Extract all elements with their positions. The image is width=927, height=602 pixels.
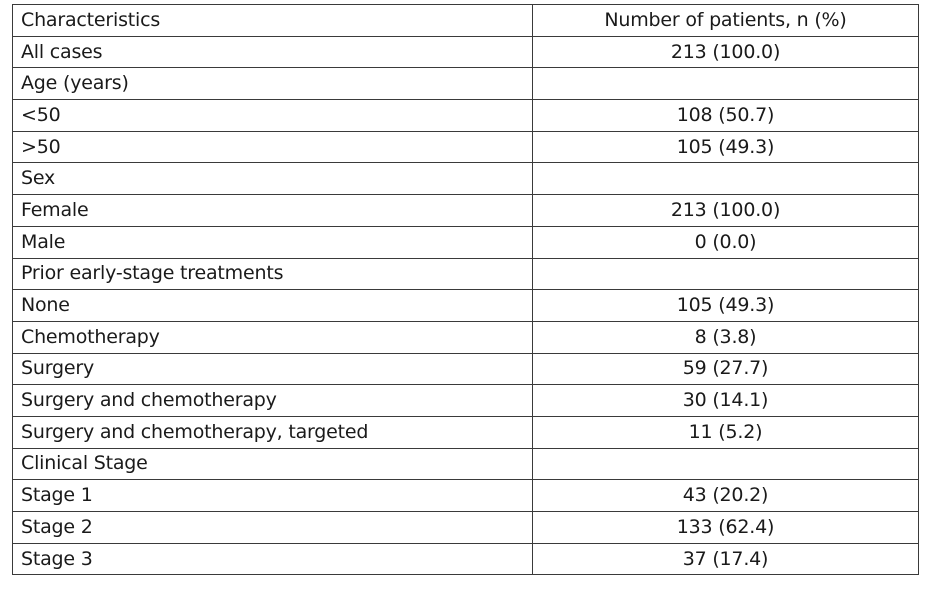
characteristic-cell: Stage 1 <box>13 480 533 512</box>
characteristic-cell: Male <box>13 226 533 258</box>
table-row <box>13 100 919 132</box>
patient-count-cell: 0 (0.0) <box>533 226 919 258</box>
characteristic-cell: <50 <box>13 100 533 132</box>
table-header <box>13 5 919 37</box>
characteristic-cell: All cases <box>13 36 533 68</box>
patient-count-cell: 59 (27.7) <box>533 353 919 385</box>
table-row <box>13 480 919 512</box>
table-row <box>13 36 919 68</box>
table-row <box>13 290 919 322</box>
patient-characteristics-table <box>12 4 919 575</box>
patient-count-cell <box>533 258 919 290</box>
characteristic-cell: Age (years) <box>13 68 533 100</box>
patient-count-cell: 30 (14.1) <box>533 385 919 417</box>
table-row <box>13 68 919 100</box>
table-row <box>13 258 919 290</box>
table-body <box>13 36 919 575</box>
table-row <box>13 353 919 385</box>
table-row <box>13 512 919 544</box>
table-row <box>13 448 919 480</box>
patient-count-cell: 37 (17.4) <box>533 543 919 575</box>
characteristic-cell: Surgery and chemotherapy <box>13 385 533 417</box>
header-number-of-patients: Number of patients, n (%) <box>533 5 919 37</box>
characteristic-cell: Surgery <box>13 353 533 385</box>
table-row <box>13 131 919 163</box>
table-row <box>13 543 919 575</box>
characteristic-cell: Clinical Stage <box>13 448 533 480</box>
header-characteristics: Characteristics <box>13 5 533 37</box>
characteristic-cell: Female <box>13 195 533 227</box>
patient-count-cell: 43 (20.2) <box>533 480 919 512</box>
characteristic-cell: Chemotherapy <box>13 321 533 353</box>
patient-count-cell <box>533 448 919 480</box>
patient-count-cell <box>533 68 919 100</box>
characteristic-cell: Stage 3 <box>13 543 533 575</box>
header-row <box>13 5 919 37</box>
table-row <box>13 385 919 417</box>
table-row <box>13 321 919 353</box>
characteristic-cell: Stage 2 <box>13 512 533 544</box>
table-row <box>13 163 919 195</box>
patient-count-cell: 11 (5.2) <box>533 416 919 448</box>
patient-count-cell: 213 (100.0) <box>533 195 919 227</box>
characteristic-cell: Sex <box>13 163 533 195</box>
characteristic-cell: None <box>13 290 533 322</box>
characteristic-cell: Surgery and chemotherapy, targeted <box>13 416 533 448</box>
patient-count-cell: 105 (49.3) <box>533 290 919 322</box>
table-row <box>13 226 919 258</box>
patient-count-cell: 105 (49.3) <box>533 131 919 163</box>
table-row <box>13 195 919 227</box>
patient-count-cell: 108 (50.7) <box>533 100 919 132</box>
characteristic-cell: >50 <box>13 131 533 163</box>
characteristic-cell: Prior early-stage treatments <box>13 258 533 290</box>
patient-count-cell: 213 (100.0) <box>533 36 919 68</box>
patient-count-cell: 133 (62.4) <box>533 512 919 544</box>
patient-count-cell: 8 (3.8) <box>533 321 919 353</box>
patient-count-cell <box>533 163 919 195</box>
table-row <box>13 416 919 448</box>
